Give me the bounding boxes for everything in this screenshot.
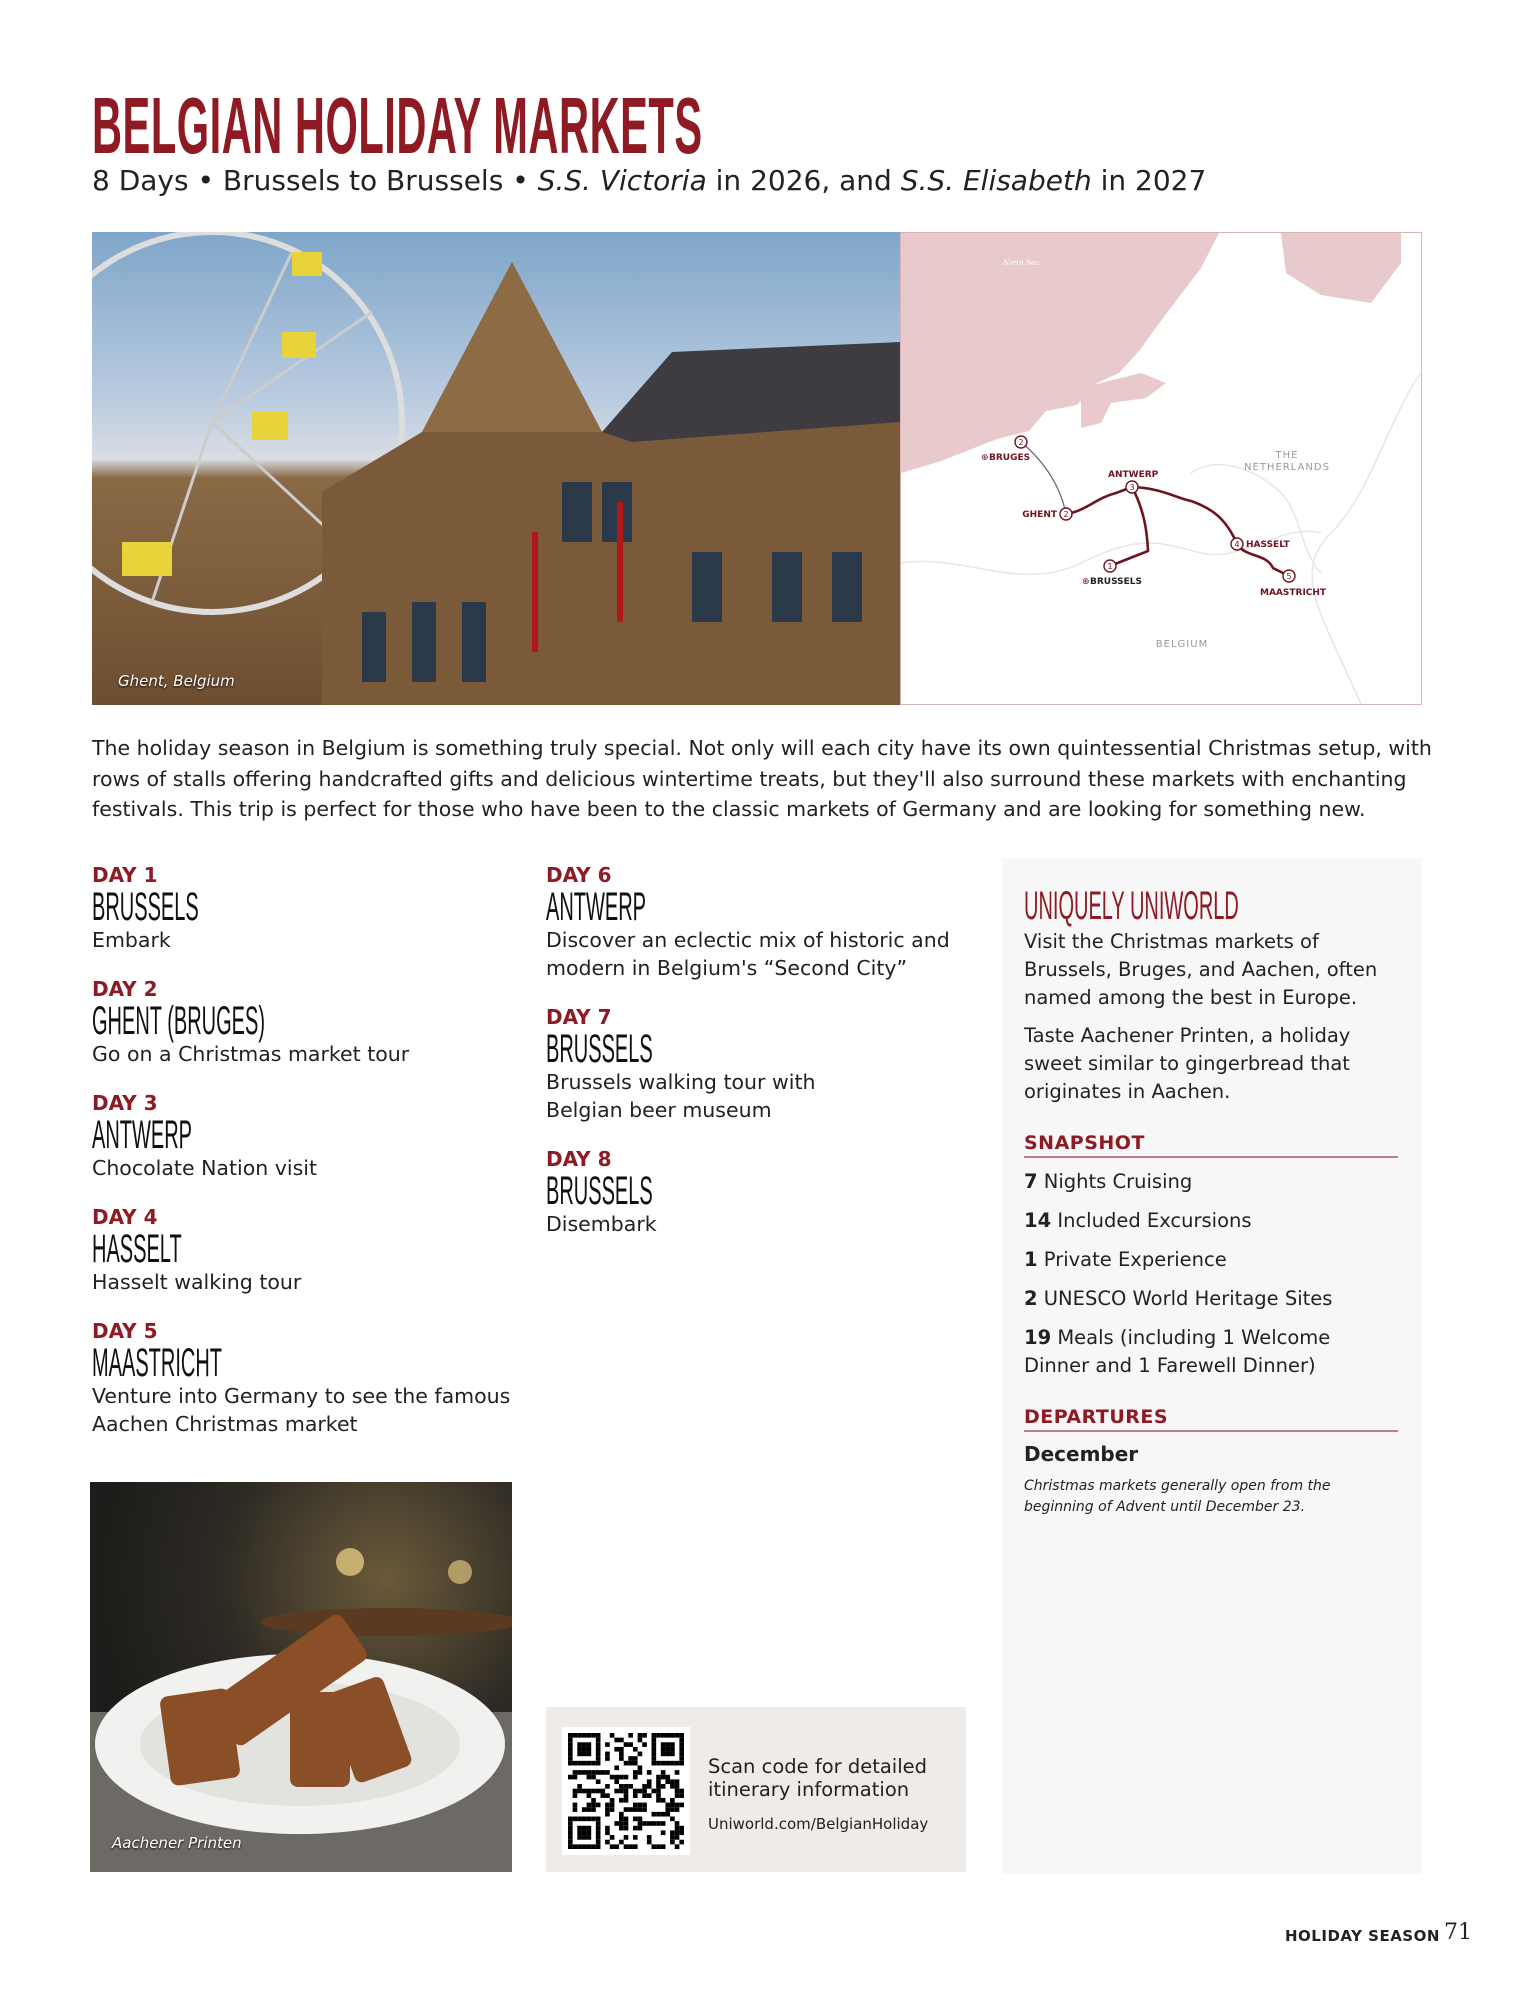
day-title: MAASTRICHT bbox=[92, 1341, 222, 1385]
snapshot-item bbox=[1024, 1246, 1398, 1274]
sidebar-paragraph: Taste Aachener Printen, a holiday sweet similar to gingerbread that originates in Aachen. bbox=[1024, 1024, 1351, 1103]
day-label: DAY 8 bbox=[546, 1147, 612, 1171]
day-label: DAY 7 bbox=[546, 1005, 612, 1029]
snapshot-number: 7 bbox=[1024, 1170, 1038, 1193]
day-label: DAY 5 bbox=[92, 1319, 158, 1343]
map-label-hasselt: HASSELT bbox=[1246, 540, 1290, 550]
country-label: NETHERLANDS bbox=[1244, 462, 1330, 473]
day-item bbox=[546, 862, 986, 982]
day-item bbox=[92, 1204, 532, 1296]
day-desc: Chocolate Nation visit bbox=[92, 1156, 318, 1180]
snapshot-text: UNESCO World Heritage Sites bbox=[1037, 1287, 1333, 1310]
ship-name: S.S. Elisabeth bbox=[900, 164, 1092, 197]
stop-number: 2 bbox=[1063, 510, 1069, 519]
day-item bbox=[92, 976, 532, 1068]
subtitle-text: in 2027 bbox=[1091, 164, 1207, 197]
stop-number: 2 bbox=[1018, 438, 1024, 447]
day-title: ANTWERP bbox=[92, 1113, 192, 1157]
page-title: BELGIAN HOLIDAY MARKETS bbox=[92, 81, 703, 170]
route-main bbox=[1066, 487, 1289, 576]
departure-note: Christmas markets generally open from the beginning of Advent until December 23. bbox=[1024, 1478, 1331, 1515]
country-label: THE bbox=[1275, 450, 1299, 461]
day-label: DAY 3 bbox=[92, 1091, 158, 1115]
qr-instruction: Scan code for detailed itinerary information bbox=[708, 1755, 928, 1801]
day-title: ANTWERP bbox=[546, 885, 646, 929]
itinerary-column-1 bbox=[92, 862, 532, 1460]
day-desc: Disembark bbox=[546, 1212, 657, 1236]
snapshot-text: Meals (including 1 Welcome Dinner and 1 Farewell Dinner) bbox=[1024, 1326, 1331, 1377]
embark-icon: ⊕ bbox=[1082, 577, 1090, 587]
snapshot-number: 2 bbox=[1024, 1287, 1038, 1310]
page-number: 71 bbox=[1444, 1920, 1472, 1945]
map-svg bbox=[901, 233, 1421, 704]
snapshot-item bbox=[1024, 1207, 1398, 1235]
photo-caption: Aachener Printen bbox=[112, 1834, 242, 1852]
northern-water bbox=[1281, 233, 1401, 303]
snapshot-item bbox=[1024, 1285, 1398, 1313]
day-desc: Embark bbox=[92, 928, 171, 952]
stop-number: 3 bbox=[1129, 483, 1135, 492]
departures-heading: DEPARTURES bbox=[1024, 1406, 1398, 1432]
map-label-brussels: BRUSSELS bbox=[1090, 577, 1143, 587]
qr-code-pattern bbox=[568, 1733, 684, 1849]
map-label-ghent: GHENT bbox=[1022, 510, 1057, 520]
stop-number: 4 bbox=[1234, 540, 1240, 549]
snapshot-text: Included Excursions bbox=[1051, 1209, 1252, 1232]
day-item bbox=[92, 1318, 532, 1438]
intro-paragraph: The holiday season in Belgium is something truly special. Not only will each city have its own quintessential Christmas setup, with rows of stalls offering handcrafted gifts and delicious wintertime treats, but they'll also surround these markets with enchanting festivals. This trip is perfect for those who have been to the classic markets of Germany and are looking for something new. bbox=[92, 736, 1432, 821]
qr-code-box bbox=[546, 1707, 966, 1872]
itinerary-link[interactable]: Uniworld.com/BelgianHoliday bbox=[708, 1815, 929, 1833]
sea-area bbox=[901, 233, 1219, 473]
day-item bbox=[92, 1090, 532, 1182]
route-map bbox=[900, 232, 1422, 705]
day-title: HASSELT bbox=[92, 1227, 182, 1271]
aachener-printen-photo bbox=[90, 1482, 512, 1872]
uniquely-uniworld-sidebar bbox=[1002, 858, 1422, 1874]
departure-month: December bbox=[1024, 1442, 1139, 1466]
day-item bbox=[92, 862, 532, 954]
map-label-antwerp: ANTWERP bbox=[1108, 470, 1159, 480]
snapshot-item bbox=[1024, 1324, 1398, 1380]
day-label: DAY 1 bbox=[92, 863, 158, 887]
snapshot-text: Nights Cruising bbox=[1037, 1170, 1193, 1193]
day-item bbox=[546, 1004, 986, 1124]
day-label: DAY 6 bbox=[546, 863, 612, 887]
snapshot-number: 1 bbox=[1024, 1248, 1038, 1271]
country-label: BELGIUM bbox=[1155, 639, 1209, 650]
day-label: DAY 4 bbox=[92, 1205, 158, 1229]
subtitle-text: in 2026, and bbox=[706, 164, 901, 197]
snapshot-number: 19 bbox=[1024, 1326, 1052, 1349]
stop-number: 5 bbox=[1286, 572, 1292, 581]
itinerary-column-2 bbox=[546, 862, 986, 1260]
ship-name: S.S. Victoria bbox=[537, 164, 707, 197]
subtitle-text: 8 Days • Brussels to Brussels • bbox=[92, 164, 538, 197]
day-title: BRUSSELS bbox=[546, 1027, 653, 1071]
stop-number: 1 bbox=[1107, 562, 1113, 571]
sidebar-paragraph: Visit the Christmas markets of Brussels, Bruges, and Aachen, often named among the best in Europe. bbox=[1024, 930, 1378, 1009]
qr-code[interactable] bbox=[562, 1727, 690, 1855]
sidebar-title: UNIQUELY UNIWORLD bbox=[1024, 884, 1239, 928]
footer-section: HOLIDAY SEASON bbox=[1285, 1927, 1440, 1945]
day-desc: Go on a Christmas market tour bbox=[92, 1042, 410, 1066]
snapshot-text: Private Experience bbox=[1037, 1248, 1227, 1271]
day-title: BRUSSELS bbox=[546, 1169, 653, 1213]
snapshot-item bbox=[1024, 1168, 1398, 1196]
page-subtitle bbox=[92, 164, 1206, 197]
photo-caption: Ghent, Belgium bbox=[118, 672, 235, 690]
map-label-bruges: BRUGES bbox=[989, 453, 1031, 463]
map-label-maastricht: MAASTRICHT bbox=[1260, 588, 1327, 598]
day-item bbox=[546, 1146, 986, 1238]
day-title: GHENT (BRUGES) bbox=[92, 999, 265, 1043]
day-title: BRUSSELS bbox=[92, 885, 199, 929]
snapshot-heading: SNAPSHOT bbox=[1024, 1132, 1398, 1158]
snapshot-number: 14 bbox=[1024, 1209, 1052, 1232]
day-desc: Hasselt walking tour bbox=[92, 1270, 302, 1294]
day-desc: Brussels walking tour with Belgian beer museum bbox=[546, 1070, 816, 1122]
day-label: DAY 2 bbox=[92, 977, 158, 1001]
day-desc: Discover an eclectic mix of historic and modern in Belgium's “Second City” bbox=[546, 928, 950, 980]
day-desc: Venture into Germany to see the famous Aachen Christmas market bbox=[92, 1384, 511, 1436]
sea-label: North Sea bbox=[1002, 259, 1040, 267]
ghent-illustration bbox=[92, 232, 900, 705]
ghent-photo bbox=[92, 232, 900, 705]
food-illustration bbox=[90, 1482, 512, 1872]
embark-icon: ⊕ bbox=[981, 453, 989, 463]
